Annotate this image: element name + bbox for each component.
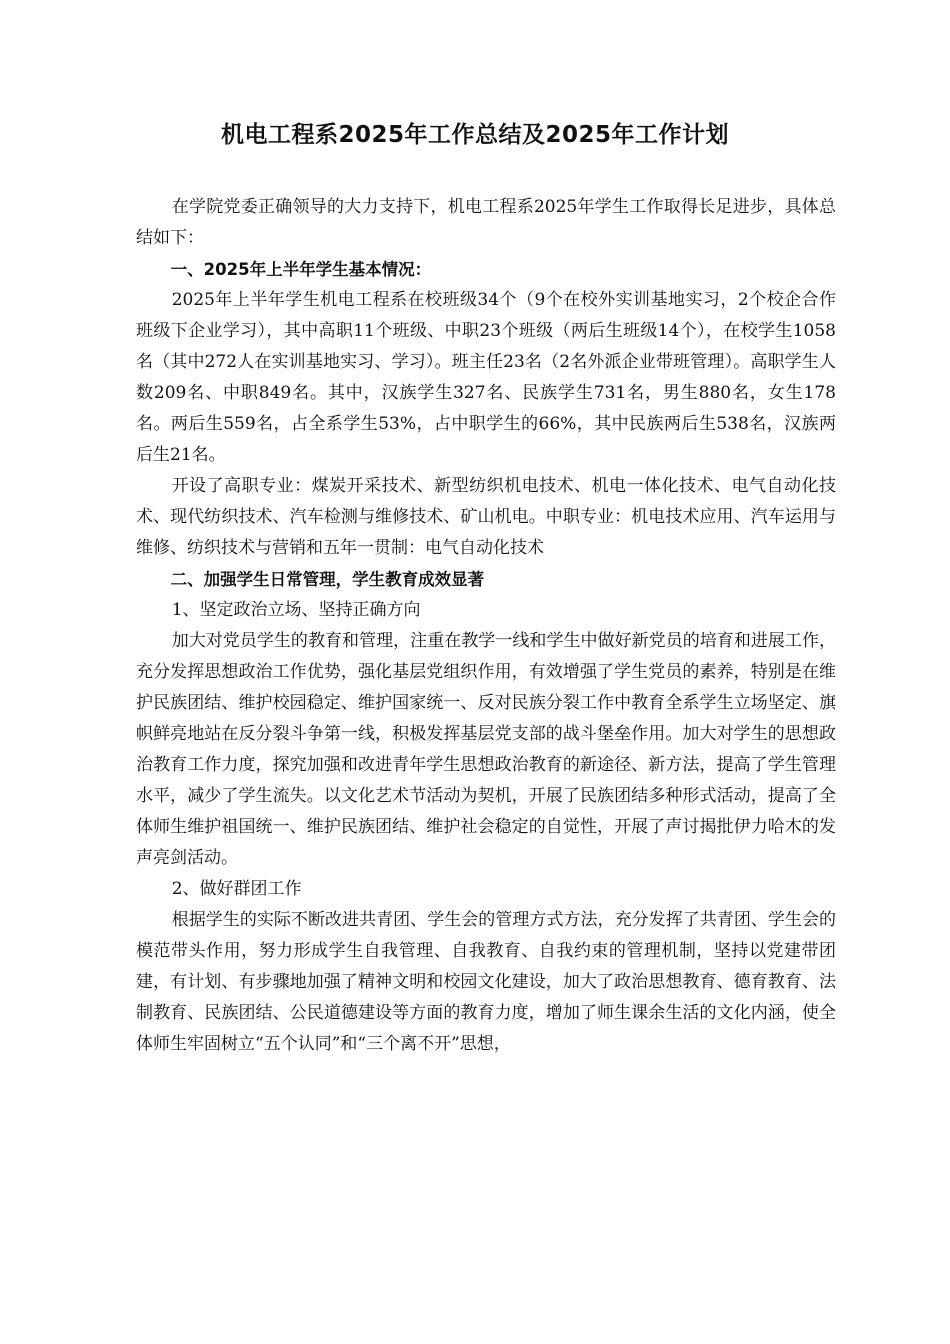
document-body: [136, 192, 836, 1060]
subsection-heading-1: 1、坚定政治立场、坚持正确方向: [171, 600, 421, 620]
group-work-paragraph: 根据学生的实际不断改进共青团、学生会的管理方式方法，充分发挥了共青团、学生会的模范带头作用，努力形成学生自我管理、自我教育、自我约束的管理机制，坚持以党建带团建，有计划、有步骤地加强了精神文明和校园文化建设，加大了政治思想教育、德育教育、法制教育、民族团结、公民道德建设等方面的教育力度，增加了师生课余生活的文化内涵，使全体师生牢固树立“五个认同”和“三个离不开”思想，: [136, 910, 836, 1054]
political-work-paragraph: 加大对党员学生的教育和管理，注重在教学一线和学生中做好新党员的培育和进展工作，充分发挥思想政治工作优势，强化基层党组织作用，有效增强了学生党员的素养，特别是在维护民族团结、维护校园稳定、维护国家统一、反对民族分裂工作中教育全系学生立场坚定、旗帜鲜亮地站在反分裂斗争第一线，积极发挥基层党支部的战斗堡垒作用。加大对学生的思想政治教育工作力度，探究加强和改进青年学生思想政治教育的新途径、新方法，提高了学生管理水平，减少了学生流失。以文化艺术节活动为契机，开展了民族团结多种形式活动，提高了全体师生维护祖国统一、维护民族团结、维护社会稳定的自觉性，开展了声讨揭批伊力哈木的发声亮剑活动。: [136, 631, 836, 868]
section-heading-1: 一、2025年上半年学生基本情况：: [170, 260, 432, 279]
intro-paragraph: 在学院党委正确领导的大力支持下，机电工程系2025年学生工作取得长足进步，具体总结如下：: [136, 197, 836, 248]
section-heading-2: 二、加强学生日常管理，学生教育成效显著: [170, 570, 485, 589]
majors-paragraph: 开设了高职专业：煤炭开采技术、新型纺织机电技术、机电一体化技术、电气自动化技术、现代纺织技术、汽车检测与维修技术、矿山机电。中职专业：机电技术应用、汽车运用与维修、纺织技术与营销和五年一贯制：电气自动化技术: [136, 476, 836, 558]
document-title: 机电工程系2025年工作总结及2025年工作计划: [220, 122, 730, 148]
student-stats-paragraph: 2025年上半年学生机电工程系在校班级34个（9个在校外实训基地实习，2个校企合作班级下企业学习），其中高职11个班级、中职23个班级（两后生班级14个），在校学生1058名（其中272人在实训基地实习、学习）。班主任23名（2名外派企业带班管理）。高职学生人数209名、中职849名。其中，汉族学生327名、民族学生731名，男生880名，女生178名。两后生559名，占全系学生53%，占中职学生的66%，其中民族两后生538名，汉族两后生21名。: [136, 290, 836, 465]
subsection-heading-2: 2、做好群团工作: [171, 879, 302, 899]
